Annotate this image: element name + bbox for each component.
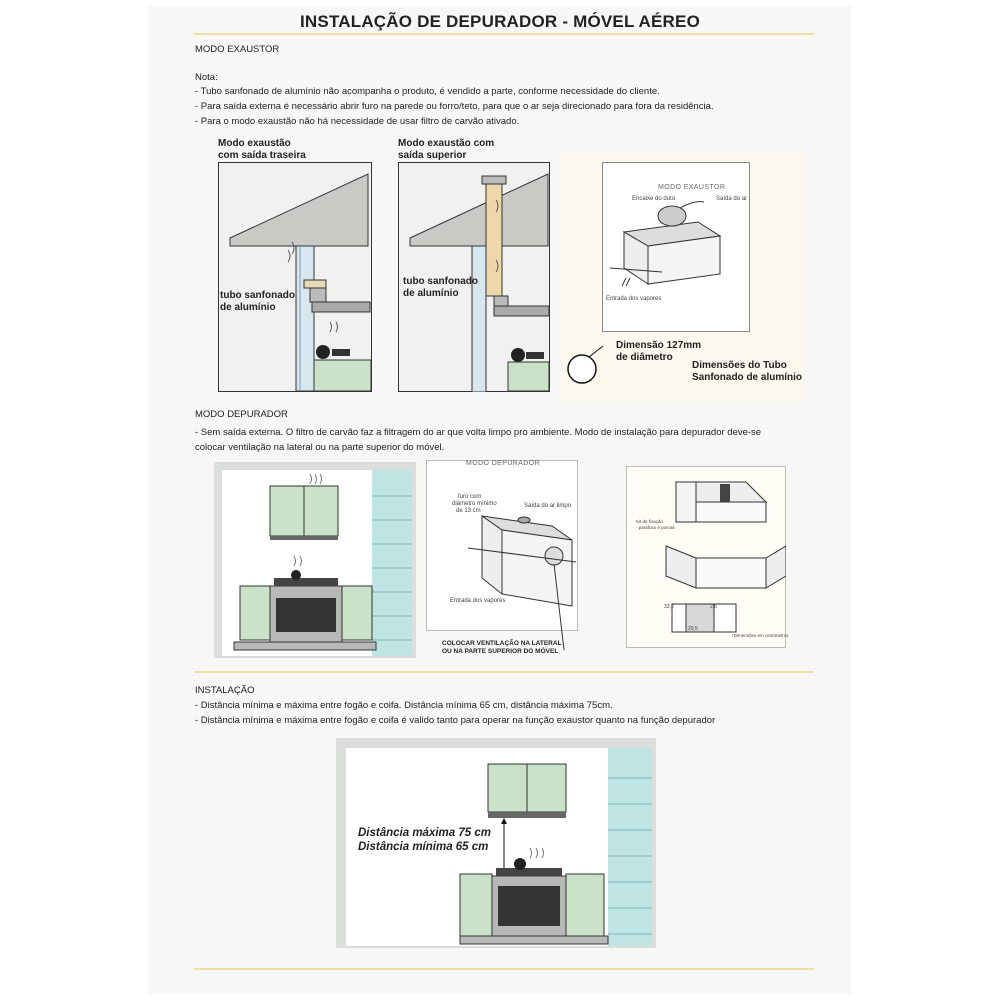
instalacao-line-2: - Distância mínima e máxima entre fogão e coifa é valido tanto para operar na função exaustor quanto na função depurador (195, 715, 716, 726)
duct-caption-1: Dimensões do Tubo (692, 360, 787, 371)
fig1-rear-exhaust-illustration (218, 162, 372, 392)
fig2-tube-label-1: tubo sanfonado (403, 276, 478, 287)
distance-max-label: Distância máxima 75 cm (358, 827, 491, 839)
fig2-title-1: Modo exaustão com (398, 138, 495, 149)
depurador-heading: MODO DEPURADOR (195, 409, 288, 420)
fig1-title-2: com saída traseira (218, 150, 306, 161)
fig1-tube-label-1: tubo sanfonado (220, 290, 295, 301)
fig3-title: MODO EXAUSTOR (658, 184, 726, 191)
detail-note: *Dimensões em centímetros (732, 633, 789, 638)
fig2-tube-label-2: de alumínio (403, 288, 459, 299)
fig3-entrada-label: Entrada dos vapores (606, 296, 662, 302)
depurador-box-illustration (426, 460, 578, 650)
depurador-text-1: - Sem saída externa. O filtro de carvão faz a filtragem do ar que volta limpo pro ambiente. Modo de instalação para depurador deve-se (195, 427, 762, 438)
title-divider (194, 33, 814, 35)
detail-dim-1: 33,2 (664, 604, 674, 610)
instalacao-heading: INSTALAÇÃO (195, 685, 255, 696)
fig3-saida-label: Saída do ar (716, 196, 748, 202)
saida-limpo-label: Saída do ar limpo (524, 503, 572, 509)
furo-label-2: diâmetro mínimo (452, 501, 497, 507)
exaustor-heading: MODO EXAUSTOR (195, 44, 280, 55)
kit-label-1: Kit de fixação (636, 519, 664, 524)
depurador-kitchen-illustration (214, 462, 416, 658)
nota-label: Nota: (195, 72, 218, 83)
duct-diameter-circle (565, 340, 605, 384)
nota-line-1: - Tubo sanfonado de alumínio não acompanha o produto, é vendido a parte, conforme necessidade do cliente. (195, 86, 660, 97)
detail-dim-3: 2,6 (710, 604, 717, 610)
nota-line-2: - Para saída externa é necessário abrir furo na parede ou forro/teto, para que o ar seja direcionado para fora da residência. (195, 101, 714, 112)
furo-label-3: de 13 cm (456, 508, 481, 514)
fig3-encaixe-label: Encaixe do duto (632, 196, 676, 202)
duct-dimension-1: Dimensão 127mm (616, 340, 702, 351)
duct-dimension-2: de diâmetro (616, 352, 673, 363)
entrada-vapores-label: Entrada dos vapores (450, 598, 506, 604)
bottom-divider (194, 968, 814, 970)
kit-label-2: - parafuso e porcas (636, 525, 675, 530)
depurador-text-2: colocar ventilação na lateral ou na parte superior do móvel. (195, 442, 445, 453)
distance-min-label: Distância mínima 65 cm (358, 841, 489, 853)
depurador-detail-illustration (626, 466, 786, 648)
ventilacao-label-2: OU NA PARTE SUPERIOR DO MÓVEL (442, 648, 559, 655)
detail-dim-2: 20,5 (688, 626, 698, 632)
page-title: INSTALAÇÃO DE DEPURADOR - MÓVEL AÉREO (300, 12, 700, 31)
duct-caption-2: Sanfonado de alumínio (692, 372, 803, 383)
ventilacao-label-1: COLOCAR VENTILAÇÃO NA LATERAL (442, 640, 562, 647)
fig2-title-2: saída superior (398, 150, 467, 161)
nota-line-3: - Para o modo exaustão não há necessidade de usar filtro de carvão ativado. (195, 116, 520, 127)
furo-label-1: furo com (458, 494, 482, 500)
depurador-fig-title: MODO DEPURADOR (466, 460, 541, 467)
fig1-tube-label-2: de alumínio (220, 302, 276, 313)
instalacao-line-1: - Distância mínima e máxima entre fogão e coifa. Distância mínima 65 cm, distância máxima 75cm. (195, 700, 613, 711)
fig1-title-1: Modo exaustão (218, 138, 291, 149)
section-divider (194, 671, 814, 673)
